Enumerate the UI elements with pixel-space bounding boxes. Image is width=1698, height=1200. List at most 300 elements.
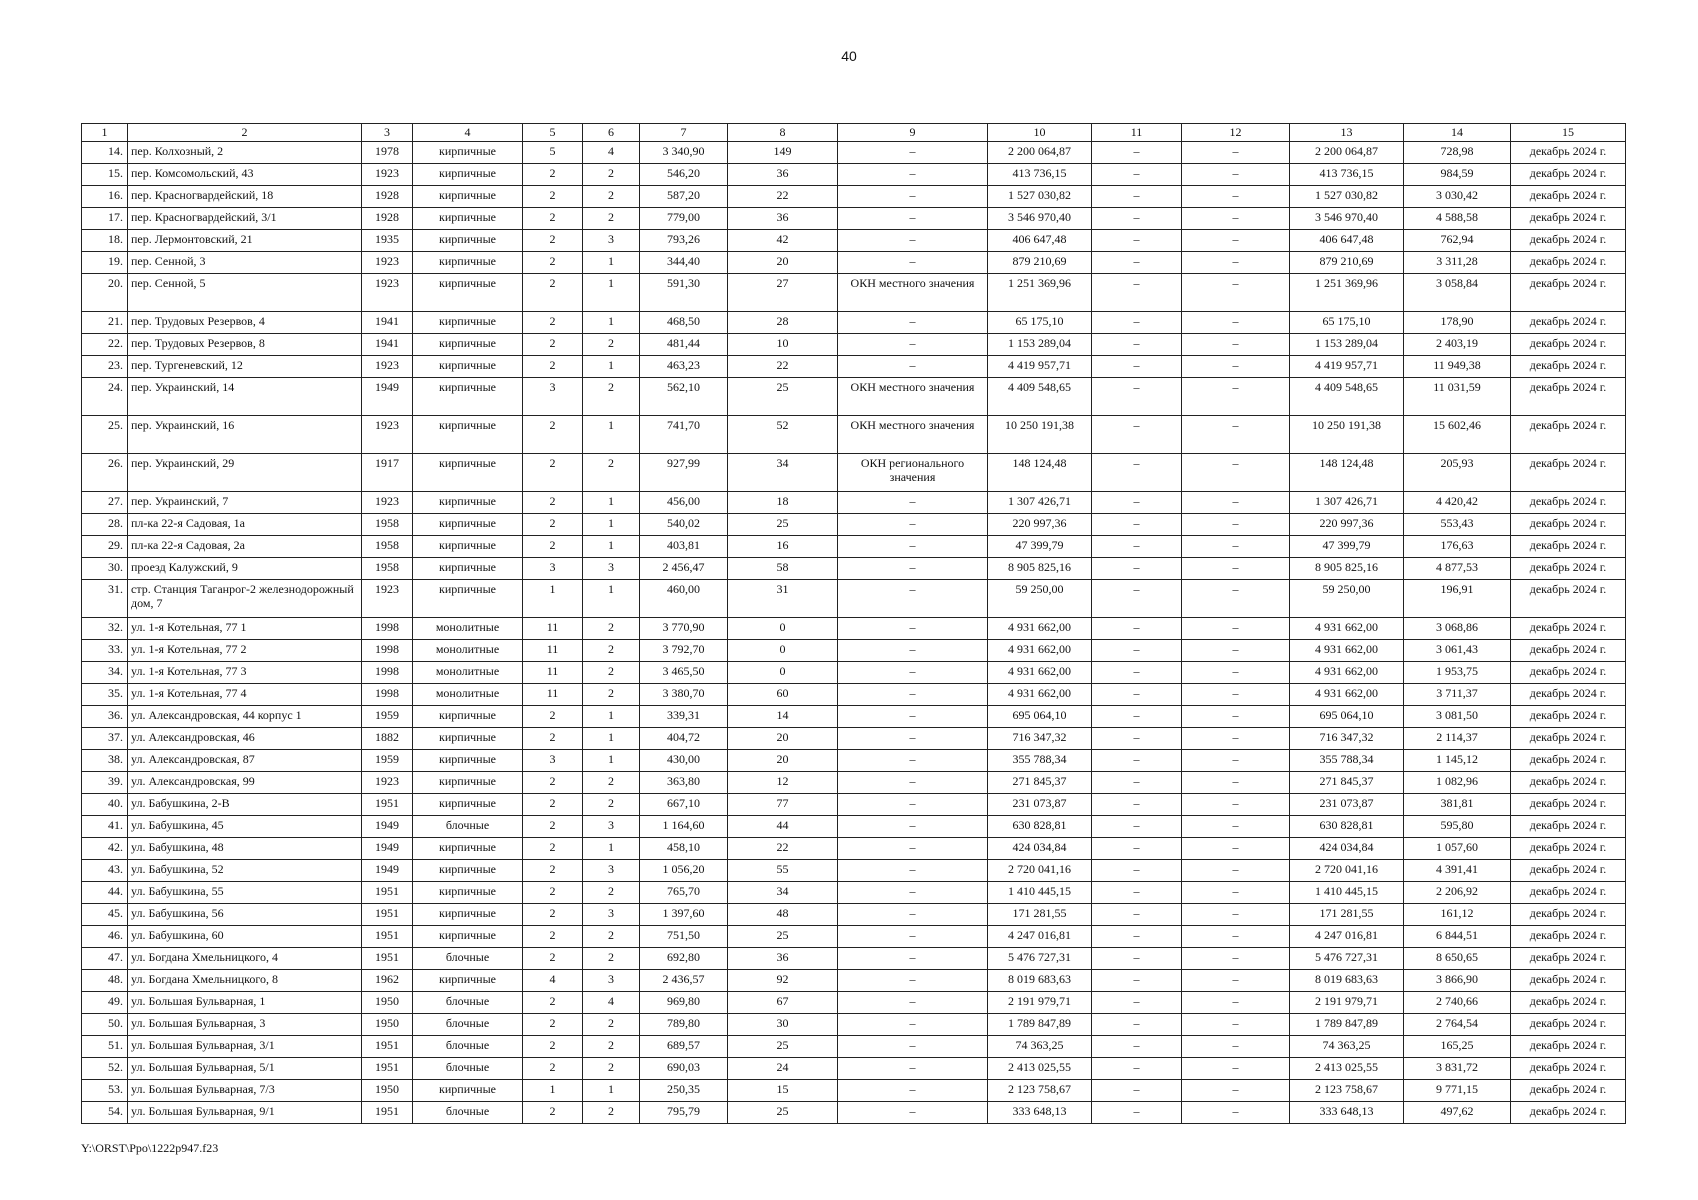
- table-cell-col-13: 10 250 191,38: [1290, 416, 1404, 454]
- table-cell-col-9: –: [838, 142, 988, 164]
- table-cell-col-6: 1: [583, 1080, 640, 1102]
- table-cell-col-10: 406 647,48: [988, 230, 1092, 252]
- table-cell-col-7: 430,00: [640, 750, 728, 772]
- table-cell-col-10: 1 307 426,71: [988, 492, 1092, 514]
- table-cell-col-8: 25: [728, 1102, 838, 1124]
- table-cell-col-5: 2: [523, 274, 583, 312]
- table-cell-col-3: 1951: [362, 1102, 413, 1124]
- table-cell-col-9: –: [838, 992, 988, 1014]
- table-cell-col-13: 4 931 662,00: [1290, 640, 1404, 662]
- table-cell-col-15: декабрь 2024 г.: [1511, 772, 1626, 794]
- table-cell-col-13: 4 247 016,81: [1290, 926, 1404, 948]
- table-cell-col-7: 540,02: [640, 514, 728, 536]
- table-cell-col-3: 1998: [362, 640, 413, 662]
- table-cell-col-1: 30.: [82, 558, 128, 580]
- table-body: [82, 142, 1626, 1124]
- table-cell-col-6: 2: [583, 1102, 640, 1124]
- table-cell-col-3: 1923: [362, 492, 413, 514]
- table-cell-col-1: 29.: [82, 536, 128, 558]
- table-cell-col-11: –: [1092, 356, 1182, 378]
- table-cell-col-9: –: [838, 1102, 988, 1124]
- table-cell-col-10: 879 210,69: [988, 252, 1092, 274]
- table-cell-col-14: 381,81: [1404, 794, 1511, 816]
- table-cell-col-4: блочные: [413, 816, 523, 838]
- table-cell-col-7: 689,57: [640, 1036, 728, 1058]
- table-cell-col-15: декабрь 2024 г.: [1511, 142, 1626, 164]
- table-cell-col-4: кирпичные: [413, 492, 523, 514]
- table-cell-col-15: декабрь 2024 г.: [1511, 1080, 1626, 1102]
- table-cell-col-5: 5: [523, 142, 583, 164]
- table-cell-col-9: –: [838, 580, 988, 618]
- table-cell-col-5: 2: [523, 1036, 583, 1058]
- table-cell-col-7: 751,50: [640, 926, 728, 948]
- table-cell-col-5: 2: [523, 454, 583, 492]
- table-cell-col-6: 1: [583, 536, 640, 558]
- table-cell-col-2: ул. Богдана Хмельницкого, 4: [128, 948, 362, 970]
- table-cell-col-2: ул. Александровская, 99: [128, 772, 362, 794]
- table-row: [82, 1014, 1626, 1036]
- table-cell-col-11: –: [1092, 274, 1182, 312]
- table-cell-col-4: кирпичные: [413, 186, 523, 208]
- table-cell-col-14: 3 061,43: [1404, 640, 1511, 662]
- table-cell-col-10: 333 648,13: [988, 1102, 1092, 1124]
- table-cell-col-14: 2 764,54: [1404, 1014, 1511, 1036]
- table-cell-col-12: –: [1182, 208, 1290, 230]
- table-cell-col-12: –: [1182, 558, 1290, 580]
- table-cell-col-15: декабрь 2024 г.: [1511, 558, 1626, 580]
- column-header-7: 7: [640, 124, 728, 142]
- table-cell-col-9: –: [838, 904, 988, 926]
- table-cell-col-8: 20: [728, 750, 838, 772]
- table-row: [82, 164, 1626, 186]
- table-row: [82, 618, 1626, 640]
- table-cell-col-5: 2: [523, 492, 583, 514]
- table-cell-col-13: 1 527 030,82: [1290, 186, 1404, 208]
- table-cell-col-10: 695 064,10: [988, 706, 1092, 728]
- table-cell-col-7: 587,20: [640, 186, 728, 208]
- table-cell-col-2: ул. 1-я Котельная, 77 1: [128, 618, 362, 640]
- table-cell-col-8: 42: [728, 230, 838, 252]
- table-cell-col-10: 271 845,37: [988, 772, 1092, 794]
- table-cell-col-1: 15.: [82, 164, 128, 186]
- table-cell-col-8: 25: [728, 926, 838, 948]
- table-cell-col-15: декабрь 2024 г.: [1511, 536, 1626, 558]
- table-cell-col-1: 21.: [82, 312, 128, 334]
- table-cell-col-4: кирпичные: [413, 926, 523, 948]
- table-cell-col-5: 1: [523, 580, 583, 618]
- table-cell-col-2: ул. Богдана Хмельницкого, 8: [128, 970, 362, 992]
- table-cell-col-11: –: [1092, 186, 1182, 208]
- table-cell-col-5: 2: [523, 772, 583, 794]
- table-cell-col-12: –: [1182, 970, 1290, 992]
- table-cell-col-3: 1935: [362, 230, 413, 252]
- table-cell-col-10: 4 247 016,81: [988, 926, 1092, 948]
- table-cell-col-5: 1: [523, 1080, 583, 1102]
- column-header-2: 2: [128, 124, 362, 142]
- table-cell-col-12: –: [1182, 514, 1290, 536]
- table-cell-col-8: 31: [728, 580, 838, 618]
- table-cell-col-4: кирпичные: [413, 882, 523, 904]
- table-cell-col-10: 1 789 847,89: [988, 1014, 1092, 1036]
- table-cell-col-4: монолитные: [413, 618, 523, 640]
- table-cell-col-10: 5 476 727,31: [988, 948, 1092, 970]
- table-cell-col-3: 1959: [362, 750, 413, 772]
- table-cell-col-15: декабрь 2024 г.: [1511, 794, 1626, 816]
- table-cell-col-4: кирпичные: [413, 454, 523, 492]
- table-cell-col-10: 2 191 979,71: [988, 992, 1092, 1014]
- table-cell-col-7: 690,03: [640, 1058, 728, 1080]
- table-cell-col-10: 4 931 662,00: [988, 662, 1092, 684]
- table-cell-col-11: –: [1092, 1058, 1182, 1080]
- table-cell-col-2: проезд Калужский, 9: [128, 558, 362, 580]
- table-cell-col-7: 456,00: [640, 492, 728, 514]
- table-cell-col-2: пер. Колхозный, 2: [128, 142, 362, 164]
- table-cell-col-6: 2: [583, 454, 640, 492]
- table-cell-col-7: 927,99: [640, 454, 728, 492]
- table-cell-col-3: 1951: [362, 882, 413, 904]
- table-cell-col-2: пер. Украинский, 29: [128, 454, 362, 492]
- table-cell-col-1: 35.: [82, 684, 128, 706]
- table-cell-col-7: 779,00: [640, 208, 728, 230]
- table-cell-col-4: кирпичные: [413, 772, 523, 794]
- table-cell-col-3: 1949: [362, 378, 413, 416]
- table-cell-col-4: кирпичные: [413, 794, 523, 816]
- table-cell-col-3: 1951: [362, 1058, 413, 1080]
- table-cell-col-11: –: [1092, 860, 1182, 882]
- table-cell-col-12: –: [1182, 186, 1290, 208]
- housing-table: [81, 123, 1626, 1124]
- table-cell-col-13: 4 419 957,71: [1290, 356, 1404, 378]
- table-cell-col-9: –: [838, 684, 988, 706]
- table-cell-col-11: –: [1092, 1014, 1182, 1036]
- table-cell-col-4: блочные: [413, 1102, 523, 1124]
- table-cell-col-4: кирпичные: [413, 416, 523, 454]
- table-cell-col-2: ул. Александровская, 44 корпус 1: [128, 706, 362, 728]
- table-cell-col-8: 36: [728, 948, 838, 970]
- table-cell-col-5: 2: [523, 312, 583, 334]
- table-cell-col-6: 4: [583, 142, 640, 164]
- table-cell-col-10: 1 153 289,04: [988, 334, 1092, 356]
- table-cell-col-11: –: [1092, 208, 1182, 230]
- table-cell-col-1: 52.: [82, 1058, 128, 1080]
- table-cell-col-4: блочные: [413, 948, 523, 970]
- table-cell-col-5: 11: [523, 640, 583, 662]
- table-cell-col-6: 2: [583, 378, 640, 416]
- table-cell-col-15: декабрь 2024 г.: [1511, 252, 1626, 274]
- table-cell-col-14: 161,12: [1404, 904, 1511, 926]
- table-cell-col-12: –: [1182, 1102, 1290, 1124]
- table-cell-col-14: 176,63: [1404, 536, 1511, 558]
- table-cell-col-13: 59 250,00: [1290, 580, 1404, 618]
- table-cell-col-5: 4: [523, 970, 583, 992]
- column-header-6: 6: [583, 124, 640, 142]
- table-cell-col-1: 22.: [82, 334, 128, 356]
- table-cell-col-8: 25: [728, 1036, 838, 1058]
- table-cell-col-13: 1 251 369,96: [1290, 274, 1404, 312]
- table-cell-col-3: 1959: [362, 706, 413, 728]
- table-row: [82, 728, 1626, 750]
- table-cell-col-5: 2: [523, 1102, 583, 1124]
- table-cell-col-12: –: [1182, 882, 1290, 904]
- table-cell-col-2: пер. Украинский, 7: [128, 492, 362, 514]
- table-cell-col-9: –: [838, 794, 988, 816]
- table-cell-col-3: 1949: [362, 838, 413, 860]
- table-cell-col-9: –: [838, 558, 988, 580]
- table-cell-col-5: 2: [523, 1058, 583, 1080]
- table-cell-col-7: 765,70: [640, 882, 728, 904]
- table-cell-col-2: ул. Бабушкина, 48: [128, 838, 362, 860]
- table-cell-col-14: 2 206,92: [1404, 882, 1511, 904]
- column-header-9: 9: [838, 124, 988, 142]
- table-cell-col-7: 1 164,60: [640, 816, 728, 838]
- table-cell-col-11: –: [1092, 1036, 1182, 1058]
- table-cell-col-10: 1 527 030,82: [988, 186, 1092, 208]
- table-row: [82, 860, 1626, 882]
- table-row: [82, 312, 1626, 334]
- table-cell-col-2: пер. Лермонтовский, 21: [128, 230, 362, 252]
- table-cell-col-7: 2 436,57: [640, 970, 728, 992]
- table-cell-col-5: 2: [523, 860, 583, 882]
- table-cell-col-1: 47.: [82, 948, 128, 970]
- table-cell-col-11: –: [1092, 816, 1182, 838]
- table-cell-col-2: ул. Бабушкина, 45: [128, 816, 362, 838]
- table-cell-col-8: 15: [728, 1080, 838, 1102]
- table-cell-col-1: 32.: [82, 618, 128, 640]
- table-cell-col-7: 468,50: [640, 312, 728, 334]
- table-cell-col-4: кирпичные: [413, 142, 523, 164]
- table-cell-col-9: –: [838, 186, 988, 208]
- table-cell-col-3: 1949: [362, 860, 413, 882]
- table-cell-col-5: 2: [523, 948, 583, 970]
- table-cell-col-7: 1 397,60: [640, 904, 728, 926]
- table-cell-col-6: 1: [583, 492, 640, 514]
- table-cell-col-7: 667,10: [640, 794, 728, 816]
- table-cell-col-15: декабрь 2024 г.: [1511, 728, 1626, 750]
- table-cell-col-13: 171 281,55: [1290, 904, 1404, 926]
- table-cell-col-3: 1958: [362, 558, 413, 580]
- table-cell-col-14: 3 058,84: [1404, 274, 1511, 312]
- table-cell-col-14: 9 771,15: [1404, 1080, 1511, 1102]
- table-cell-col-1: 50.: [82, 1014, 128, 1036]
- table-cell-col-12: –: [1182, 230, 1290, 252]
- table-cell-col-12: –: [1182, 416, 1290, 454]
- table-cell-col-10: 1 251 369,96: [988, 274, 1092, 312]
- table-cell-col-13: 148 124,48: [1290, 454, 1404, 492]
- table-cell-col-15: декабрь 2024 г.: [1511, 274, 1626, 312]
- table-cell-col-11: –: [1092, 706, 1182, 728]
- table-cell-col-6: 2: [583, 334, 640, 356]
- column-header-11: 11: [1092, 124, 1182, 142]
- table-row: [82, 334, 1626, 356]
- table-cell-col-4: кирпичные: [413, 558, 523, 580]
- table-cell-col-3: 1950: [362, 1014, 413, 1036]
- table-cell-col-6: 1: [583, 750, 640, 772]
- table-cell-col-9: –: [838, 882, 988, 904]
- table-cell-col-9: ОКН местного значения: [838, 416, 988, 454]
- table-cell-col-13: 8 019 683,63: [1290, 970, 1404, 992]
- table-cell-col-6: 2: [583, 164, 640, 186]
- table-row: [82, 230, 1626, 252]
- table-cell-col-13: 2 720 041,16: [1290, 860, 1404, 882]
- table-cell-col-12: –: [1182, 334, 1290, 356]
- table-cell-col-3: 1923: [362, 580, 413, 618]
- table-cell-col-6: 2: [583, 662, 640, 684]
- table-cell-col-14: 984,59: [1404, 164, 1511, 186]
- table-cell-col-4: монолитные: [413, 662, 523, 684]
- table-cell-col-14: 178,90: [1404, 312, 1511, 334]
- table-cell-col-5: 2: [523, 904, 583, 926]
- table-cell-col-11: –: [1092, 252, 1182, 274]
- table-cell-col-9: –: [838, 230, 988, 252]
- table-cell-col-7: 741,70: [640, 416, 728, 454]
- table-cell-col-11: –: [1092, 618, 1182, 640]
- table-cell-col-10: 47 399,79: [988, 536, 1092, 558]
- table-cell-col-1: 23.: [82, 356, 128, 378]
- table-cell-col-9: –: [838, 1080, 988, 1102]
- table-cell-col-13: 231 073,87: [1290, 794, 1404, 816]
- table-cell-col-3: 1951: [362, 794, 413, 816]
- table-cell-col-10: 355 788,34: [988, 750, 1092, 772]
- table-cell-col-2: ул. 1-я Котельная, 77 3: [128, 662, 362, 684]
- table-cell-col-15: декабрь 2024 г.: [1511, 1058, 1626, 1080]
- table-cell-col-2: ул. 1-я Котельная, 77 4: [128, 684, 362, 706]
- table-cell-col-11: –: [1092, 378, 1182, 416]
- table-cell-col-12: –: [1182, 312, 1290, 334]
- table-cell-col-9: –: [838, 662, 988, 684]
- table-cell-col-3: 1949: [362, 816, 413, 838]
- table-cell-col-13: 413 736,15: [1290, 164, 1404, 186]
- table-cell-col-10: 4 409 548,65: [988, 378, 1092, 416]
- table-cell-col-12: –: [1182, 794, 1290, 816]
- table-cell-col-5: 2: [523, 230, 583, 252]
- table-cell-col-8: 14: [728, 706, 838, 728]
- table-cell-col-11: –: [1092, 904, 1182, 926]
- table-cell-col-4: кирпичные: [413, 838, 523, 860]
- table-cell-col-5: 2: [523, 706, 583, 728]
- table-cell-col-10: 4 419 957,71: [988, 356, 1092, 378]
- table-cell-col-4: кирпичные: [413, 970, 523, 992]
- table-cell-col-8: 12: [728, 772, 838, 794]
- table-cell-col-12: –: [1182, 838, 1290, 860]
- table-cell-col-3: 1998: [362, 662, 413, 684]
- column-header-5: 5: [523, 124, 583, 142]
- table-cell-col-3: 1950: [362, 992, 413, 1014]
- table-cell-col-6: 2: [583, 794, 640, 816]
- table-cell-col-2: пер. Трудовых Резервов, 4: [128, 312, 362, 334]
- table-cell-col-2: ул. Бабушкина, 55: [128, 882, 362, 904]
- table-cell-col-14: 205,93: [1404, 454, 1511, 492]
- table-cell-col-7: 3 792,70: [640, 640, 728, 662]
- table-cell-col-15: декабрь 2024 г.: [1511, 640, 1626, 662]
- table-cell-col-13: 879 210,69: [1290, 252, 1404, 274]
- table-cell-col-11: –: [1092, 1102, 1182, 1124]
- table-cell-col-10: 171 281,55: [988, 904, 1092, 926]
- table-cell-col-7: 692,80: [640, 948, 728, 970]
- table-cell-col-2: пер. Трудовых Резервов, 8: [128, 334, 362, 356]
- table-cell-col-9: –: [838, 1036, 988, 1058]
- table-cell-col-7: 460,00: [640, 580, 728, 618]
- table-cell-col-6: 2: [583, 1058, 640, 1080]
- table-cell-col-1: 36.: [82, 706, 128, 728]
- table-cell-col-12: –: [1182, 492, 1290, 514]
- table-cell-col-13: 3 546 970,40: [1290, 208, 1404, 230]
- table-cell-col-2: пер. Украинский, 16: [128, 416, 362, 454]
- table-cell-col-15: декабрь 2024 г.: [1511, 208, 1626, 230]
- table-cell-col-3: 1923: [362, 416, 413, 454]
- table-cell-col-7: 250,35: [640, 1080, 728, 1102]
- table-row: [82, 662, 1626, 684]
- table-cell-col-9: –: [838, 970, 988, 992]
- table-cell-col-8: 34: [728, 882, 838, 904]
- table-cell-col-14: 11 949,38: [1404, 356, 1511, 378]
- file-path-footer: Y:\ORST\Ppo\1222p947.f23: [81, 1141, 219, 1155]
- table-cell-col-10: 220 997,36: [988, 514, 1092, 536]
- table-cell-col-7: 795,79: [640, 1102, 728, 1124]
- table-cell-col-2: стр. Станция Таганрог-2 железнодорожный дом, 7: [128, 580, 362, 618]
- table-cell-col-15: декабрь 2024 г.: [1511, 312, 1626, 334]
- table-cell-col-6: 2: [583, 926, 640, 948]
- table-row: [82, 378, 1626, 416]
- table-cell-col-8: 44: [728, 816, 838, 838]
- table-row: [82, 948, 1626, 970]
- table-cell-col-12: –: [1182, 926, 1290, 948]
- table-cell-col-3: 1998: [362, 684, 413, 706]
- table-cell-col-2: ул. Бабушкина, 52: [128, 860, 362, 882]
- table-cell-col-8: 0: [728, 640, 838, 662]
- table-cell-col-6: 1: [583, 580, 640, 618]
- table-cell-col-8: 20: [728, 252, 838, 274]
- table-cell-col-9: –: [838, 706, 988, 728]
- table-cell-col-14: 196,91: [1404, 580, 1511, 618]
- table-cell-col-14: 2 403,19: [1404, 334, 1511, 356]
- table-cell-col-12: –: [1182, 454, 1290, 492]
- table-cell-col-6: 2: [583, 1014, 640, 1036]
- table-cell-col-4: кирпичные: [413, 274, 523, 312]
- table-cell-col-1: 19.: [82, 252, 128, 274]
- table-cell-col-1: 18.: [82, 230, 128, 252]
- table-cell-col-14: 553,43: [1404, 514, 1511, 536]
- table-cell-col-13: 4 931 662,00: [1290, 618, 1404, 640]
- table-cell-col-9: –: [838, 1058, 988, 1080]
- table-cell-col-6: 1: [583, 728, 640, 750]
- table-cell-col-5: 2: [523, 882, 583, 904]
- table-cell-col-14: 4 420,42: [1404, 492, 1511, 514]
- table-cell-col-5: 3: [523, 558, 583, 580]
- table-cell-col-6: 3: [583, 904, 640, 926]
- table-cell-col-3: 1917: [362, 454, 413, 492]
- table-cell-col-8: 92: [728, 970, 838, 992]
- table-cell-col-6: 2: [583, 684, 640, 706]
- column-header-1: 1: [82, 124, 128, 142]
- table-cell-col-15: декабрь 2024 г.: [1511, 838, 1626, 860]
- table-cell-col-8: 20: [728, 728, 838, 750]
- table-row: [82, 416, 1626, 454]
- table-cell-col-5: 2: [523, 816, 583, 838]
- table-cell-col-8: 77: [728, 794, 838, 816]
- table-cell-col-14: 4 391,41: [1404, 860, 1511, 882]
- table-cell-col-13: 4 931 662,00: [1290, 684, 1404, 706]
- table-cell-col-13: 65 175,10: [1290, 312, 1404, 334]
- table-cell-col-8: 0: [728, 662, 838, 684]
- table-cell-col-6: 1: [583, 514, 640, 536]
- table-cell-col-10: 4 931 662,00: [988, 684, 1092, 706]
- table-cell-col-3: 1941: [362, 312, 413, 334]
- table-cell-col-3: 1941: [362, 334, 413, 356]
- table-cell-col-8: 24: [728, 1058, 838, 1080]
- table-row: [82, 186, 1626, 208]
- table-cell-col-10: 2 123 758,67: [988, 1080, 1092, 1102]
- table-cell-col-13: 74 363,25: [1290, 1036, 1404, 1058]
